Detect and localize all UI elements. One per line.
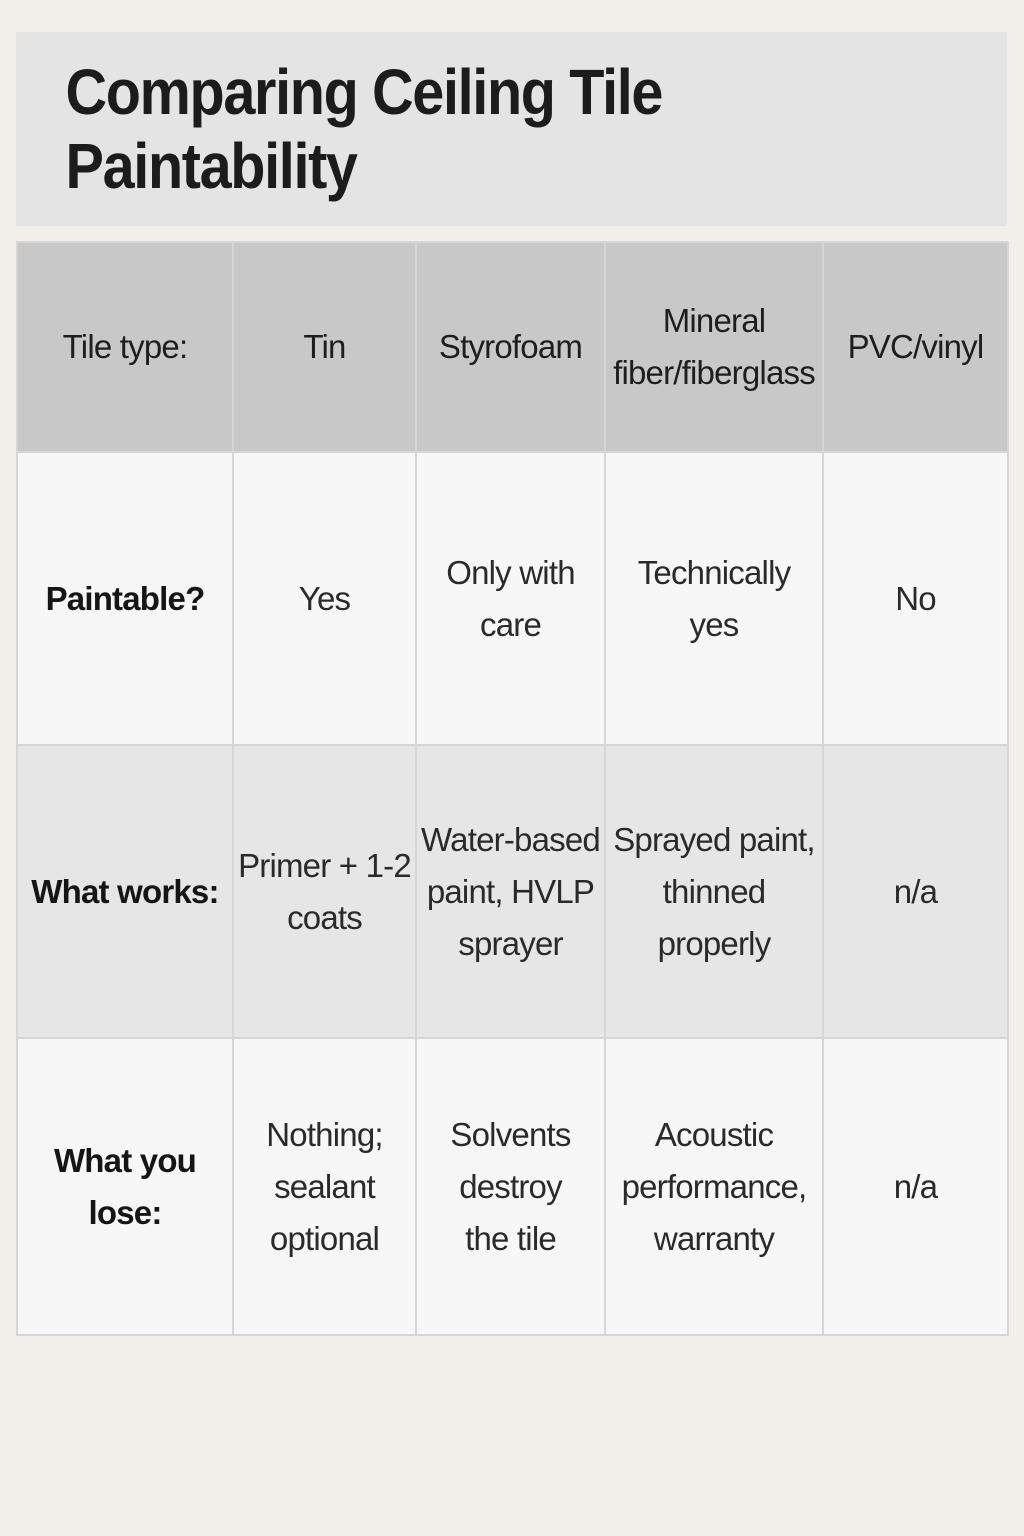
table-cell: No xyxy=(823,452,1008,745)
header-cell-pvc-vinyl: PVC/vinyl xyxy=(823,242,1008,452)
table-cell: Technically yes xyxy=(605,452,823,745)
table-cell: n/a xyxy=(823,1038,1008,1335)
table-cell: Nothing; sealant optional xyxy=(233,1038,416,1335)
table-cell: n/a xyxy=(823,745,1008,1038)
row-label-paintable: Paintable? xyxy=(17,452,233,745)
comparison-table xyxy=(16,241,1009,1336)
table-row-what-you-lose xyxy=(17,1038,1008,1335)
title-banner xyxy=(16,32,1007,226)
header-row xyxy=(17,242,1008,452)
header-cell-styrofoam: Styrofoam xyxy=(416,242,605,452)
row-label-what-works: What works: xyxy=(17,745,233,1038)
row-label-what-you-lose: What you lose: xyxy=(17,1038,233,1335)
table-cell: Only with care xyxy=(416,452,605,745)
table-cell: Solvents destroy the tile xyxy=(416,1038,605,1335)
table-cell: Yes xyxy=(233,452,416,745)
page-title: Comparing Ceiling Tile Paintability xyxy=(65,56,663,202)
table-cell: Primer + 1-2 coats xyxy=(233,745,416,1038)
table-cell: Sprayed paint, thinned properly xyxy=(605,745,823,1038)
table-cell: Water-based paint, HVLP sprayer xyxy=(416,745,605,1038)
header-cell-tile-type: Tile type: xyxy=(17,242,233,452)
table-row-paintable xyxy=(17,452,1008,745)
table-row-what-works xyxy=(17,745,1008,1038)
header-cell-mineral-fiber: Mineral fiber/fiberglass xyxy=(605,242,823,452)
table-cell: Acoustic performance, warranty xyxy=(605,1038,823,1335)
header-cell-tin: Tin xyxy=(233,242,416,452)
